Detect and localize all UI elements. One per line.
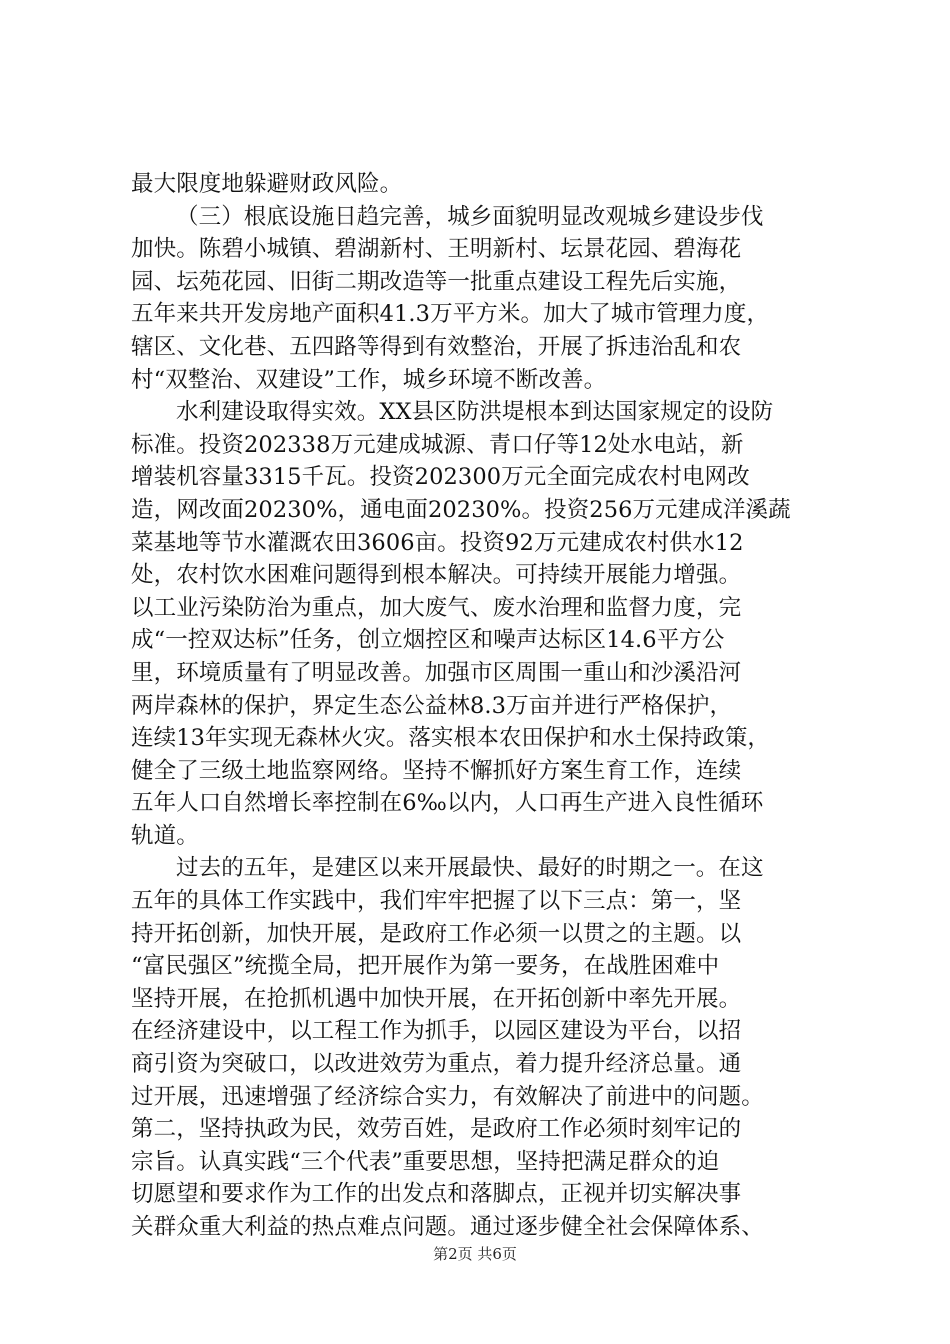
text-line: 成“一控双达标”任务，创立烟控区和噪声达标区14.6平方公 [131, 627, 725, 654]
text-line: 加快。陈碧小城镇、碧湖新村、王明新村、坛景花园、碧海花 [131, 236, 742, 263]
text-line: 村“双整治、双建设”工作，城乡环境不断改善。 [131, 366, 607, 393]
body-text [131, 168, 831, 1244]
text-line: 持开拓创新，加快开展，是政府工作必须一以贯之的主题。以 [131, 920, 742, 947]
text-line: 造，网改面20230%，通电面20230%。投资256万元建成洋溪蔬 [131, 496, 791, 523]
text-line: 菜基地等节水灌溉农田3606亩。投资92万元建成农村供水12 [131, 529, 744, 556]
text-line: 最大限度地躲避财政风险。 [131, 171, 403, 197]
text-line: 增装机容量3315千瓦。投资202300万元全面完成农村电网改 [131, 464, 750, 491]
text-line: 五年的具体工作实践中，我们牢牢把握了以下三点：第一，坚 [131, 888, 742, 915]
text-line: 宗旨。认真实践“三个代表”重要思想，坚持把满足群众的迫 [131, 1148, 720, 1175]
text-line: 过开展，迅速增强了经济综合实力，有效解决了前进中的问题。 [131, 1083, 764, 1110]
text-line: 标准。投资202338万元建成城源、青口仔等12处水电站，新 [131, 431, 744, 458]
text-line: 连续13年实现无森林火灾。落实根本农田保护和水土保持政策， [131, 725, 771, 752]
text-line: 切愿望和要求作为工作的出发点和落脚点，正视并切实解决事 [131, 1181, 742, 1208]
text-line: 过去的五年，是建区以来开展最快、最好的时期之一。在这 [176, 855, 764, 882]
text-line: 轨道。 [131, 822, 199, 849]
text-line: 商引资为突破口，以改进效劳为重点，着力提升经济总量。通 [131, 1051, 742, 1078]
text-line: （三）根底设施日趋完善，城乡面貌明显改观城乡建设步伐 [176, 203, 764, 230]
text-line: 在经济建设中，以工程工作为抓手，以园区建设为平台，以招 [131, 1018, 742, 1045]
text-line: 健全了三级土地监察网络。坚持不懈抓好方案生育工作，连续 [131, 757, 742, 784]
text-line: 辖区、文化巷、五四路等得到有效整治，开展了拆违治乱和农 [131, 333, 742, 360]
text-line: 第二，坚持执政为民，效劳百姓，是政府工作必须时刻牢记的 [131, 1116, 742, 1143]
text-line: 以工业污染防治为重点，加大废气、废水治理和监督力度，完 [131, 594, 742, 621]
text-line: 两岸森林的保护，界定生态公益林8.3万亩并进行严格保护， [131, 692, 733, 719]
text-line: 坚持开展，在抢抓机遇中加快开展，在开拓创新中率先开展。 [131, 985, 742, 1012]
text-line: 水利建设取得实效。XX县区防洪堤根本到达国家规定的设防 [176, 399, 774, 426]
page-footer: 第2页 共6页 [433, 1245, 517, 1263]
text-line: 关群众重大利益的热点难点问题。通过逐步健全社会保障体系、 [131, 1214, 764, 1240]
text-line: 五年人口自然增长率控制在6‰以内，人口再生产进入良性循环 [131, 790, 764, 817]
text-line: 里，环境质量有了明显改善。加强市区周围一重山和沙溪沿河 [131, 659, 742, 686]
text-line: 处，农村饮水困难问题得到根本解决。可持续开展能力增强。 [131, 562, 742, 589]
text-line: 五年来共开发房地产面积41.3万平方米。加大了城市管理力度， [131, 301, 770, 328]
text-line: “富民强区”统揽全局，把开展作为第一要务，在战胜困难中 [131, 953, 720, 980]
text-line: 园、坛苑花园、旧街二期改造等一批重点建设工程先后实施， [131, 268, 742, 295]
